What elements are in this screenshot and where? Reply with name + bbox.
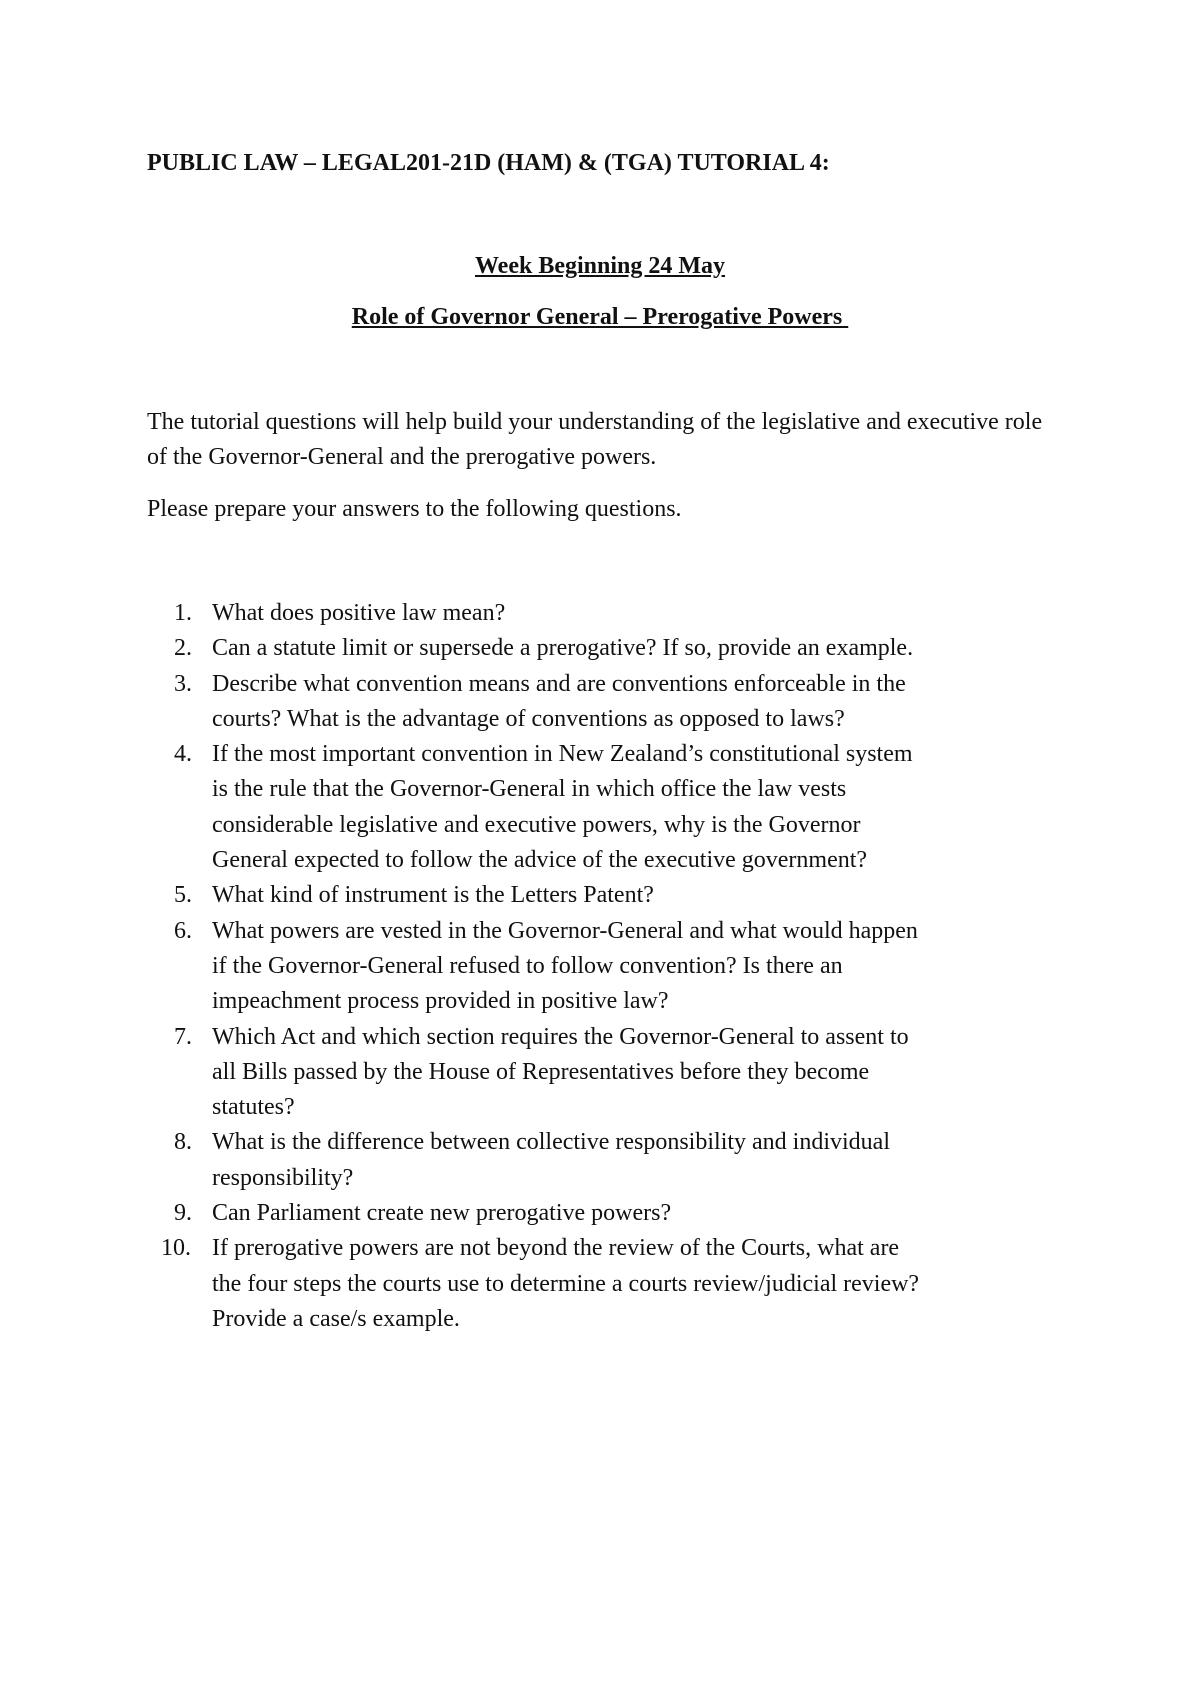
question-item [147, 1020, 1067, 1126]
question-text-line: Which Act and which section requires the Governor-General to assent to [212, 1023, 909, 1050]
question-item [147, 596, 1067, 631]
question-number: 9. [174, 1200, 192, 1227]
question-number: 8. [174, 1129, 192, 1156]
week-heading: Week Beginning 24 May [474, 253, 726, 279]
question-number: 10. [161, 1235, 191, 1262]
question-item [147, 631, 1067, 666]
question-text-line: if the Governor-General refused to follow convention? Is there an [212, 952, 843, 979]
question-number: 4. [174, 741, 192, 768]
question-text-line: What kind of instrument is the Letters Patent? [212, 882, 654, 909]
question-number: 2. [174, 635, 192, 662]
question-item [147, 1125, 1067, 1196]
intro-paragraph: The tutorial questions will help build your understanding of the legislative and executive role of the Governor-General and the prerogative powers. [147, 409, 1043, 470]
question-text-line: What powers are vested in the Governor-General and what would happen [212, 917, 918, 944]
prepare-instruction: Please prepare your answers to the following questions. [147, 496, 682, 522]
question-number: 1. [174, 600, 192, 626]
question-item [147, 737, 1067, 878]
question-text-line: General expected to follow the advice of the executive government? [212, 847, 868, 874]
question-number: 6. [174, 917, 192, 944]
question-text-line: What does positive law mean? [212, 600, 506, 626]
question-number: 7. [174, 1023, 192, 1050]
question-text-line: Can Parliament create new prerogative powers? [212, 1200, 672, 1227]
question-text-line: courts? What is the advantage of conventions as opposed to laws? [212, 705, 845, 732]
question-text-line: Provide a case/s example. [212, 1305, 460, 1332]
question-text-line: Describe what convention means and are conventions enforceable in the [212, 670, 906, 697]
role-heading: Role of Governor General – Prerogative Powers [351, 304, 849, 330]
question-number: 3. [174, 670, 192, 697]
question-text-line: If the most important convention in New Zealand’s constitutional system [212, 741, 913, 768]
document-title: PUBLIC LAW – LEGAL201-21D (HAM) & (TGA) TUTORIAL 4: [147, 150, 830, 176]
question-item [147, 914, 1067, 1020]
question-list [147, 596, 1067, 1337]
question-text-line: responsibility? [212, 1164, 354, 1191]
question-text-line: the four steps the courts use to determine a courts review/judicial review? [212, 1270, 920, 1297]
question-number: 5. [174, 882, 192, 909]
question-text-line: What is the difference between collective responsibility and individual [212, 1129, 890, 1156]
question-text-line: impeachment process provided in positive law? [212, 988, 669, 1015]
question-text-line: If prerogative powers are not beyond the review of the Courts, what are [212, 1235, 900, 1262]
question-text-line: statutes? [212, 1094, 295, 1121]
question-item [147, 1231, 1067, 1337]
question-text-line: considerable legislative and executive powers, why is the Governor [212, 811, 861, 838]
question-text-line: Can a statute limit or supersede a prerogative? If so, provide an example. [212, 635, 914, 662]
question-text-line: is the rule that the Governor-General in which office the law vests [212, 776, 847, 803]
question-item [147, 667, 1067, 738]
question-item [147, 1196, 1067, 1231]
question-text-line: all Bills passed by the House of Representatives before they become [212, 1058, 870, 1085]
question-item [147, 878, 1067, 913]
